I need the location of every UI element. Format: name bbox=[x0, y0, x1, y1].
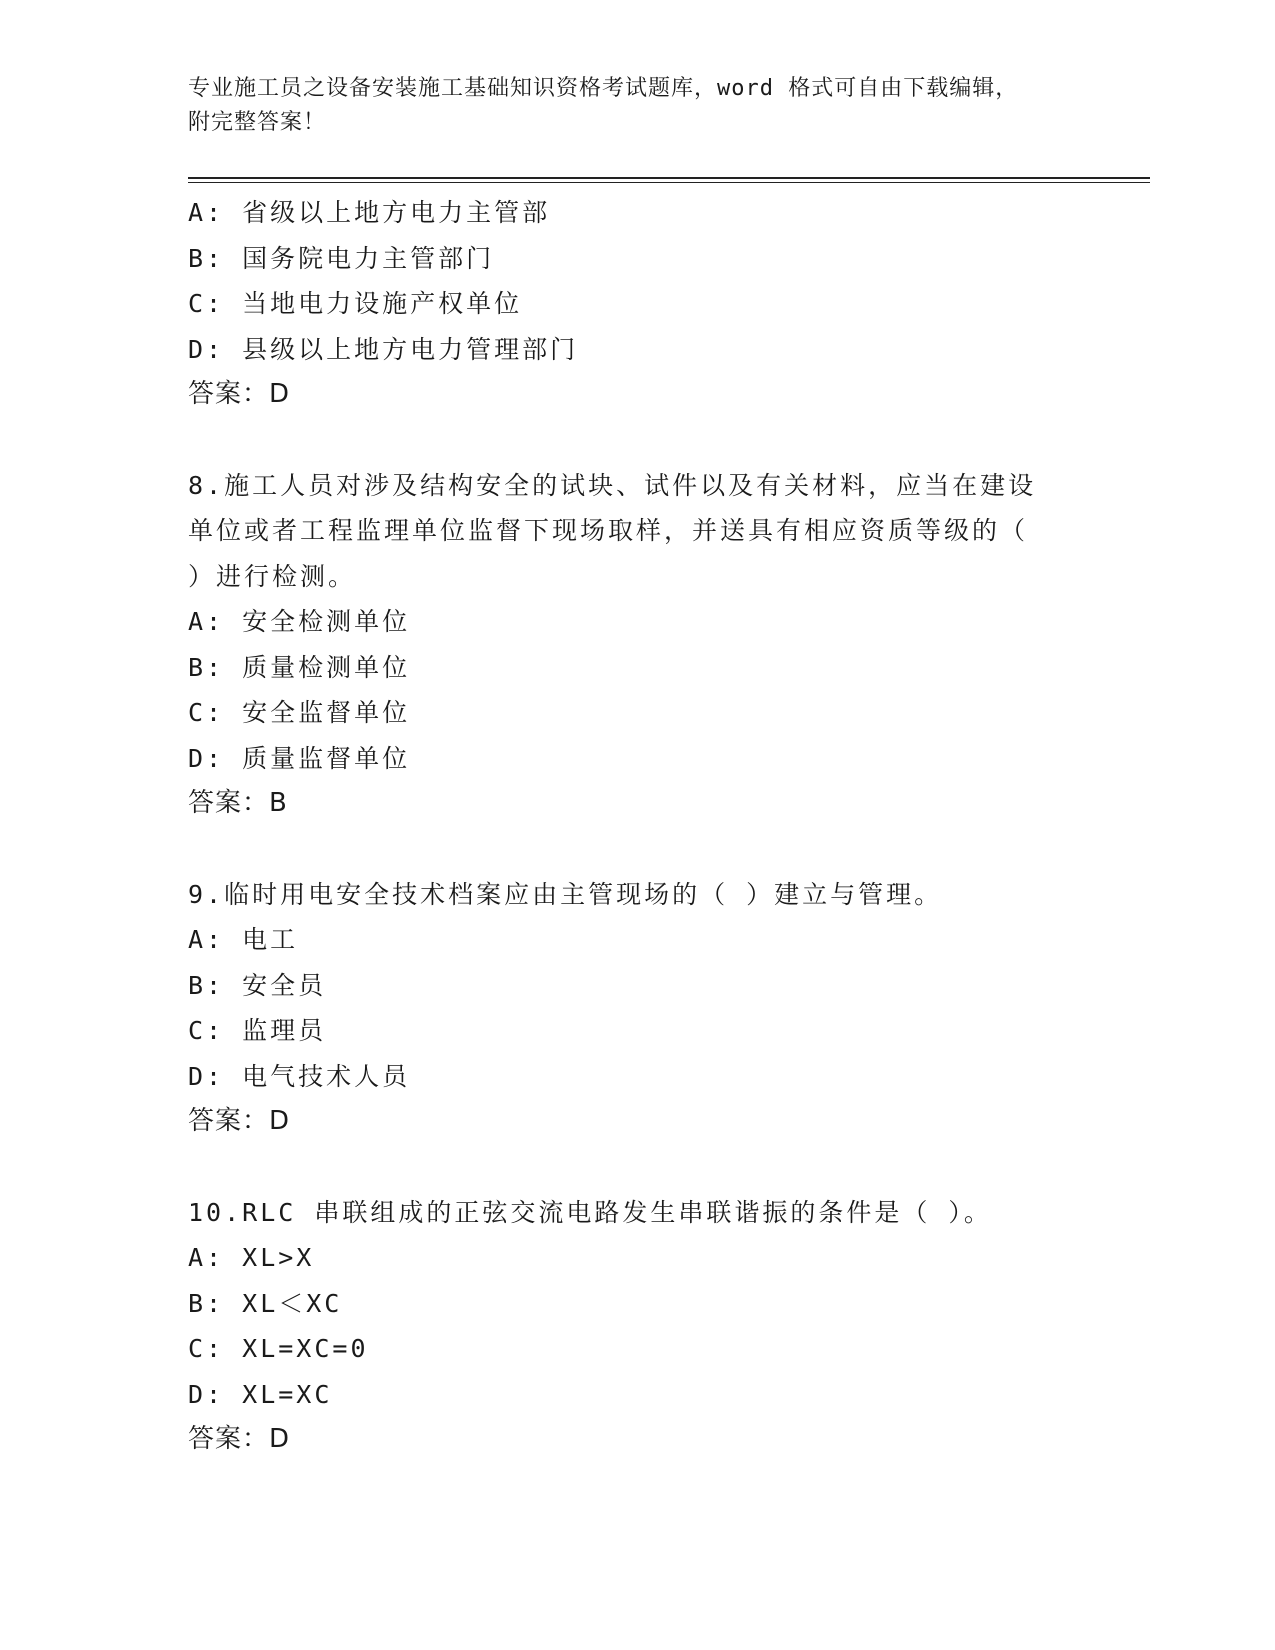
question-8 bbox=[188, 463, 1088, 827]
question-10 bbox=[188, 1190, 1088, 1463]
header-divider-thin bbox=[188, 182, 1150, 183]
option-d: D: 质量监督单位 bbox=[188, 743, 411, 773]
option-a: A: 省级以上地方电力主管部 bbox=[188, 198, 551, 227]
option-b: B: 质量检测单位 bbox=[188, 652, 411, 682]
question-stem-line: 单位或者工程监理单位监督下现场取样，并送具有相应资质等级的（ bbox=[188, 516, 1029, 545]
document-header bbox=[188, 72, 1068, 140]
header-line-1: 专业施工员之设备安装施工基础知识资格考试题库，word 格式可自由下载编辑， bbox=[188, 76, 1019, 101]
answer: 答案：D bbox=[188, 379, 291, 409]
spacer bbox=[188, 418, 1088, 463]
question-stem-line: 9.临时用电安全技术档案应由主管现场的（ ）建立与管理。 bbox=[188, 879, 943, 909]
option-a: A: 电工 bbox=[188, 925, 299, 954]
option-c: C: XL=XC=0 bbox=[188, 1334, 369, 1363]
header-line-2: 附完整答案！ bbox=[188, 110, 327, 135]
question-7 bbox=[188, 190, 1088, 418]
option-d: D: XL=XC bbox=[188, 1379, 333, 1409]
option-a: A: XL>X bbox=[188, 1243, 315, 1272]
question-list bbox=[188, 190, 1088, 1463]
option-b: B: XL＜XC bbox=[188, 1288, 343, 1318]
option-c: C: 监理员 bbox=[188, 1016, 327, 1045]
question-stem-line: ）进行检测。 bbox=[188, 561, 357, 591]
spacer bbox=[188, 827, 1088, 872]
question-9 bbox=[188, 872, 1088, 1145]
header-divider-thick bbox=[188, 177, 1150, 179]
option-b: B: 安全员 bbox=[188, 970, 327, 1000]
option-c: C: 安全监督单位 bbox=[188, 698, 411, 727]
option-c: C: 当地电力设施产权单位 bbox=[188, 289, 523, 318]
question-stem-line: 10.RLC 串联组成的正弦交流电路发生串联谐振的条件是（ ）。 bbox=[188, 1197, 992, 1227]
answer: 答案：D bbox=[188, 1106, 291, 1136]
spacer bbox=[188, 1145, 1088, 1190]
question-stem-line: 8.施工人员对涉及结构安全的试块、试件以及有关材料，应当在建设 bbox=[188, 470, 1037, 500]
answer: 答案：D bbox=[188, 1424, 291, 1454]
option-a: A: 安全检测单位 bbox=[188, 607, 411, 636]
option-d: D: 县级以上地方电力管理部门 bbox=[188, 334, 579, 364]
option-d: D: 电气技术人员 bbox=[188, 1061, 411, 1091]
option-b: B: 国务院电力主管部门 bbox=[188, 243, 495, 273]
answer: 答案：B bbox=[188, 788, 288, 818]
